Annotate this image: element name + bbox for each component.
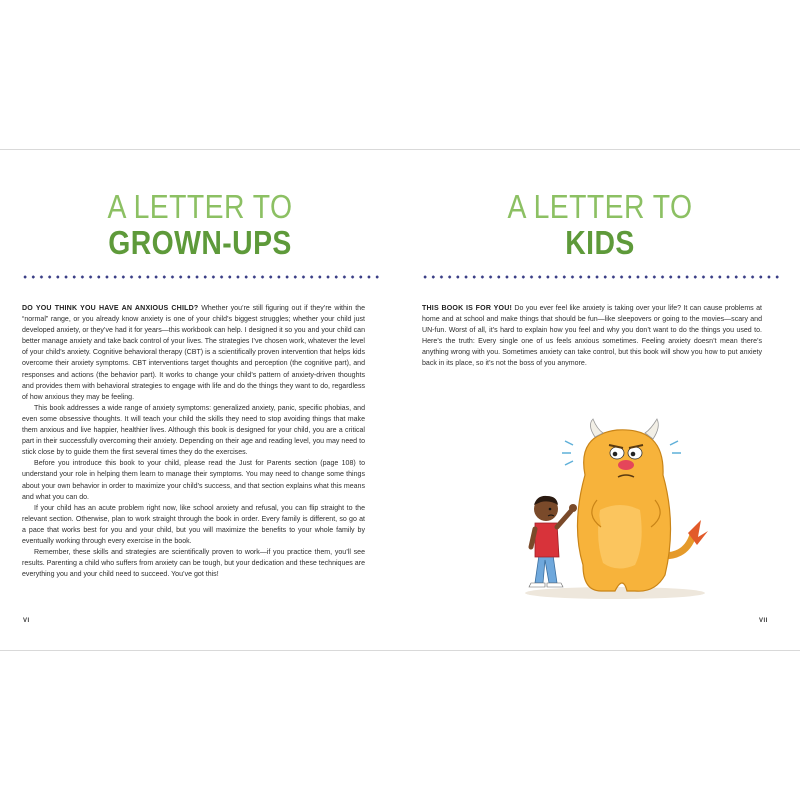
boy-shoe-left xyxy=(529,583,545,587)
boy-jeans xyxy=(535,555,557,583)
monster-pupil-left xyxy=(613,452,618,457)
boy-hand xyxy=(569,504,577,512)
monster-nose xyxy=(618,460,634,470)
paragraph-text: Do you ever feel like anxiety is taking over your life? It can cause problems at home and at school and make things that should be fun—like sleepovers or going to the movies—scary and UN-fun. Worst of all, it’s hard to explain how you feel and why you don’t want to do the things you used to. Here’s the truth: Every single one of us feels anxious sometimes. Feeling anxiety doesn’t mean there’s anything wrong with you. Sometimes anxiety can take control, but this book will show you how to put anxiety back in its place, so it’s not the boss of you anymore. xyxy=(422,305,762,368)
right-page xyxy=(400,150,800,650)
lead-in: THIS BOOK IS FOR YOU! xyxy=(422,305,513,312)
page-number: VI xyxy=(23,618,30,624)
boy-arm-down xyxy=(531,529,535,547)
left-title-line1: A LETTER TO xyxy=(107,188,293,225)
paragraph: Before you introduce this book to your child, please read the Just for Parents section (page 108) to understand your role in helping them learn to manage their symptoms. You may need to change some things about your own behavior in order to maximize your child’s success, and that section explains what this means and what you can do. xyxy=(22,460,365,501)
right-body-text xyxy=(422,303,762,370)
left-body-text xyxy=(22,303,365,580)
left-page xyxy=(0,150,400,650)
paragraph: This book addresses a wide range of anxiety symptoms: generalized anxiety, panic, specific phobias, and even some obsessive thoughts. It will teach your child the skills they need to stop avoiding things that make them anxious and live happier, healthier lives. Although this book is designed for your child, you are a critical part in their successfully overcoming their anxiety. Depending on their age and reading level, you may need to stick close by to guide them the first several times they do the exercises. xyxy=(22,404,365,457)
paragraph-text: Whether you’re still figuring out if they’re within the “normal” range, or you already know anxiety is one of your child’s biggest struggles; whether your child just developed anxiety, or they’ve had it for years—this workbook can help. I designed it so you and your child can better manage anxiety and take back control of your lives. The strategies I’ve chosen work, whatever the level of your child’s anxiety. Cognitive behavioral therapy (CBT) is a scientifically proven intervention that helps kids overcome their anxiety symptoms. CBT interventions target thoughts and perception (the cognitive part), and responses and actions (the behavior part). It works to change your child’s pattern of anxiety-driven thoughts and provides them with behavioral strategies to engage with life and do the things they want to do, regardless of how anxious they may be feeling. xyxy=(22,305,365,401)
boy xyxy=(529,496,577,587)
book-spread xyxy=(0,149,800,651)
page-number: VII xyxy=(759,618,768,624)
monster-pupil-right xyxy=(631,452,636,457)
lead-in: DO YOU THINK YOU HAVE AN ANXIOUS CHILD? xyxy=(22,305,199,312)
right-title-line1: A LETTER TO xyxy=(507,188,693,225)
monster-horn-left xyxy=(590,419,603,437)
paragraph: Remember, these skills and strategies are scientifically proven to work—if you practice them, you’ll see results. Parenting a child who suffers from anxiety can be tough, but your dedication and these techniques are everything you and your child need to succeed. You’ve got this! xyxy=(22,549,365,579)
dotted-divider xyxy=(421,275,779,279)
dotted-divider xyxy=(21,275,379,279)
worry-lines-left xyxy=(562,441,573,465)
boy-shoe-right xyxy=(547,583,563,587)
left-title-line2: GROWN-UPS xyxy=(108,224,292,261)
right-title-line2: KIDS xyxy=(565,224,635,261)
paragraph xyxy=(22,303,365,403)
boy-arm-raised xyxy=(557,511,571,527)
boy-eye xyxy=(549,508,552,511)
worry-lines-right xyxy=(670,441,681,453)
paragraph: If your child has an acute problem right now, like school anxiety and refusal, you can flip straight to the relevant section. Otherwise, plan to work straight through the book in order. Every family is different, so go at a pace that works best for you and your child, but you will maximize the benefits to your whole family by eventually working through every exercise in the book. xyxy=(22,504,365,545)
boy-and-monster-illustration xyxy=(505,415,715,605)
paragraph xyxy=(422,303,762,370)
monster-belly xyxy=(598,505,642,569)
